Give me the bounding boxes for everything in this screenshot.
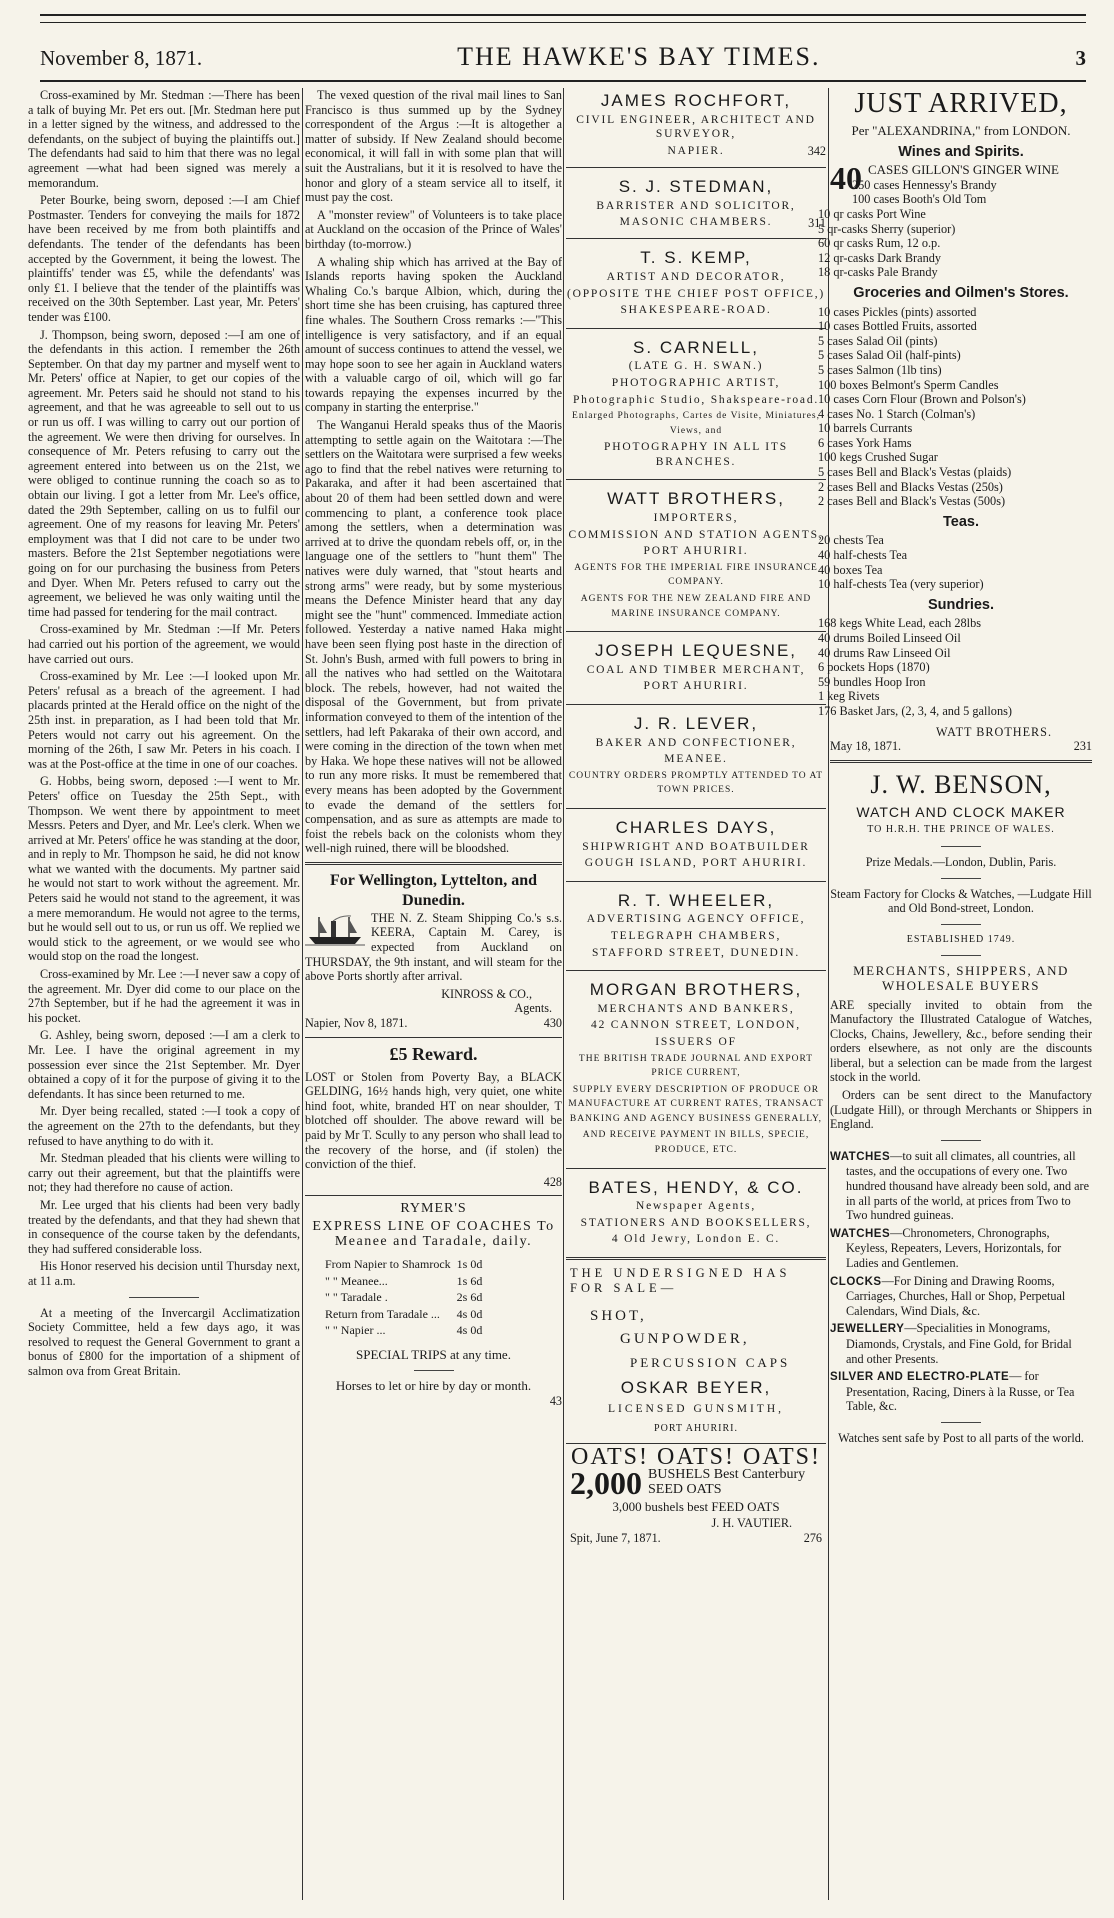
benson-item-text: — for Presentation, Racing, Diners à la Russe, or Tea Table, &c.	[846, 1369, 1075, 1414]
stock-item: 12 qr-casks Dark Brandy	[818, 250, 942, 265]
fare-route: " " Taradale .	[325, 1290, 388, 1305]
business-line: TELEGRAPH CHAMBERS,	[610, 929, 782, 942]
oats-heading: OATS! OATS! OATS!	[570, 1443, 821, 1470]
stock-item: 60 qr casks Rum, 12 o.p.	[818, 236, 941, 251]
business-line: AGENTS FOR THE NEW ZEALAND FIRE AND MARINE INSURANCE COMPANY.	[580, 594, 812, 619]
coaches-ad	[305, 1202, 562, 1408]
stock-item: 40 boxes Tea	[818, 562, 883, 577]
column-business-cards	[566, 88, 826, 1898]
coaches-heading: RYMER'S	[400, 1201, 467, 1217]
stock-item: 40 drums Raw Linseed Oil	[818, 645, 951, 660]
wines-heading: Wines and Spirits.	[898, 143, 1024, 160]
just-arrived-heading: JUST ARRIVED,	[854, 88, 1068, 119]
ginger-wine-qty: 40	[830, 160, 862, 197]
rule	[566, 1257, 826, 1260]
ship-agents-word: Agents.	[514, 1001, 552, 1016]
business-line: THE BRITISH TRADE JOURNAL AND EXPORT PRICE CURRENT,	[578, 1053, 814, 1079]
ship-line: Per "ALEXANDRINA," from LONDON.	[851, 123, 1071, 138]
rule	[566, 167, 826, 168]
business-name: MORGAN BROTHERS,	[589, 980, 803, 1000]
stock-item: 10 barrels Currants	[818, 421, 913, 436]
business-line: BARRISTER AND SOLICITOR,	[596, 199, 796, 212]
business-line: ISSUERS OF	[655, 1035, 737, 1048]
ship-agent: KINROSS & CO.,	[441, 986, 532, 1001]
benson-orders: Orders can be sent direct to the Manufactory (Ludgate Hill), or through Merchants or Shippers in England.	[830, 1088, 1092, 1132]
rule	[305, 862, 562, 865]
stock-item: 5 qr-casks Sherry (superior)	[818, 221, 956, 236]
column-divider	[302, 88, 303, 1900]
stock-item: 250 cases Hennessy's Brandy	[852, 177, 997, 192]
business-card	[566, 638, 826, 698]
separator	[941, 1422, 981, 1423]
stock-item: 2 cases Bell and Blacks Vestas (250s)	[818, 479, 1003, 494]
groceries-heading: Groceries and Oilmen's Stores.	[853, 284, 1069, 301]
ship-ad-body: THE N. Z. Steam Shipping Co.'s s.s. KEERA, Captain M. Carey, is expected from Auckland on THURSDAY, the 9th instant, and will steam for the above Ports shortly after arrival.	[305, 910, 562, 984]
stock-item: 59 bundles Hoop Iron	[818, 674, 926, 689]
reward-ad	[305, 1044, 562, 1190]
issue-date: November 8, 1871.	[40, 46, 203, 70]
teas-list	[818, 533, 1092, 592]
business-name: BATES, HENDY, & CO.	[588, 1177, 804, 1197]
court-paragraph: Peter Bourke, being sworn, deposed :—I am Chief Postmaster. Tenders for conveying the mails for 1872 have been received by me from both plaintiffs and defendants. The tender of the defendants has been accepted by the Government, it being the lowest. The plaintiffs' tender was £5, while the defendants' was only £1. I believe that the tender of the plaintiffs was received on the 30th September. Last year, Mr. Peters' tender was £100.	[28, 193, 300, 324]
rule	[566, 479, 826, 480]
benson-ad	[830, 769, 1092, 1446]
benson-name: J. W. BENSON,	[870, 769, 1052, 799]
business-line: (OPPOSITE THE CHIEF POST OFFICE,)	[566, 287, 826, 300]
stock-item: 10 half-chests Tea (very superior)	[818, 577, 984, 592]
rule	[566, 881, 826, 882]
stock-item: 168 kegs White Lead, each 28lbs	[818, 616, 981, 631]
ad-number: 231	[1073, 739, 1092, 754]
business-line: STAFFORD STREET, DUNEDIN.	[591, 946, 801, 959]
court-paragraph: Cross-examined by Mr. Lee :—I looked upon Mr. Peters' refusal as a breach of the agreement. I had placards printed at the Herald office on the night of the 25th inst. in preparation, as I had been told that Mr. Peters would not carry out his agreement. On the morning of the 26th, I saw Mr. Peters in his coach. I was at the Post-office at the time in one of our coaches.	[28, 669, 300, 771]
business-line: PORT AHURIRI.	[643, 680, 749, 693]
benson-item	[830, 1274, 1092, 1319]
separator	[941, 955, 981, 956]
column-divider	[563, 88, 564, 1900]
fare-route: Return from Taradale ...	[325, 1306, 440, 1321]
business-line: COMMISSION AND STATION AGENTS,	[568, 528, 824, 541]
column-merchants	[818, 88, 1092, 1898]
just-arrived-date: May 18, 1871.	[830, 739, 902, 754]
business-line: SHIPWRIGHT AND BOATBUILDER	[582, 840, 810, 853]
stock-item: 5 cases Salad Oil (half-pints)	[818, 348, 961, 363]
fare-price: 1s 0d	[456, 1257, 483, 1272]
horses-to-let: Horses to let or hire by day or month.	[335, 1378, 532, 1394]
gun-gunpowder: GUNPOWDER,	[620, 1330, 750, 1347]
benson-item	[830, 1369, 1092, 1414]
groceries-list	[818, 304, 1092, 509]
seed-oats-line: BUSHELS Best Canterbury SEED OATS	[648, 1467, 806, 1497]
just-arrived-ad	[818, 88, 1092, 754]
business-line: AND RECEIVE PAYMENT IN BILLS, SPECIE, PRODUCE, ETC.	[582, 1130, 810, 1156]
rule	[566, 238, 826, 239]
reward-heading: £5 Reward.	[389, 1043, 478, 1064]
business-cards	[566, 88, 826, 1251]
benson-established: ESTABLISHED 1749.	[906, 933, 1016, 945]
business-line: PORT AHURIRI.	[643, 545, 749, 558]
ad-number: 43	[549, 1393, 562, 1408]
rule	[830, 760, 1092, 763]
oats-signature: J. H. VAUTIER.	[711, 1516, 792, 1531]
ad-number: 276	[803, 1530, 822, 1545]
benson-item-key: JEWELLERY	[830, 1323, 905, 1336]
reward-body: LOST or Stolen from Poverty Bay, a BLACK GELDING, 16½ hands high, very quiet, one white hind foot, white, branded HT on near shoulder, T blotched off shoulder. The above reward will be paid by Mr T. Scully to any person who shall lead to the recovery of the horse, and (if stolen) the conviction of the thief.	[305, 1069, 562, 1172]
business-line: SUPPLY EVERY DESCRIPTION OF PRODUCE OR MANUFACTURE AT CURRENT RATES, TRANSACT BANKING AND AGENCY BUSINESS GENERALLY,	[568, 1084, 824, 1124]
business-name: S. J. STEDMAN,	[618, 176, 774, 196]
rule	[305, 1195, 562, 1196]
oats-place-date: Spit, June 7, 1871.	[570, 1530, 661, 1545]
stock-item: 100 boxes Belmont's Sperm Candles	[818, 377, 999, 392]
column-news	[305, 88, 562, 1898]
stock-item: 10 qr casks Port Wine	[818, 206, 926, 221]
fare-row	[323, 1274, 484, 1289]
stock-item: 10 cases Corn Flour (Brown and Polson's)	[818, 392, 1026, 407]
separator	[941, 878, 981, 879]
court-paragraph: Cross-examined by Mr. Stedman :—If Mr. Peters had carried out his portion of the agreement, we would have carried out ours.	[28, 622, 300, 666]
oats-ad	[566, 1443, 826, 1546]
court-paragraph: G. Ashley, being sworn, deposed :—I am a clerk to Mr. Lee. I have the original agreement in my possession ever since the 21st September. Mr. Dyer obtained a copy of it for the purpose of giving it to the defendants. It has since been returned to me.	[28, 1028, 300, 1101]
business-line: (LATE G. H. SWAN.)	[628, 360, 764, 373]
wines-list	[818, 177, 1092, 280]
business-line: PHOTOGRAPHY IN ALL ITS BRANCHES.	[604, 441, 788, 468]
business-line: Enlarged Photographs, Cartes de Visite, Miniatures, Views, and	[572, 411, 820, 436]
news-items	[305, 88, 562, 856]
benson-item-text: —Specialities in Monograms, Diamonds, Crystals, and Fine Gold, for Bridal and other Presents.	[846, 1321, 1072, 1366]
stock-item: 6 pockets Hops (1870)	[818, 660, 930, 675]
stock-item: 5 cases Salad Oil (pints)	[818, 333, 938, 348]
stock-item: 20 chests Tea	[818, 533, 884, 548]
benson-item-key: WATCHES	[830, 1150, 891, 1163]
business-name: S. CARNELL,	[633, 337, 759, 357]
business-card	[566, 486, 826, 625]
news-paragraph: The Wanganui Herald speaks thus of the Maoris attempting to settle again on the Waitotara :—The settlers on the Waitotara were surprised a few weeks ago to find that the rebel natives were returning to Pakaraka, and after it had been ascertained that about 20 of them had been settled down and were commencing to plant, a conference took place among the settlers, when a determination was arrived at to drive the quondam rebels off, or, in the language one of the settlers to "hunt them" The natives were duly warned, that "stout hearts and strong arms" were ready, but by some mysterious means the Defence Minister heard that any day might see the "hunt" commenced. Immediate action followed. Yesterday a native named Haka might have been seen flying post haste in the direction of St. John's Bush, armed with full powers to bring in all the natives who had settled on the Waitotara block. The rebels, however, had not waited the disposal of the Government, but from private information conveyed to them of the intention of the settlers, had left Pakaraka of their own accord, and were coming in the direction of the town when met by Haka. We hope these natives will not be allowed to run any more risks. It must be remembered that every means has been adopted by the Government to evade the demand of the settlers for compensation, and as sure as attempts are made to foist the rebels back on the colonists whom they well-nigh ruined, there will be bloodshed.	[305, 418, 562, 856]
court-paragraph: Mr. Stedman pleaded that his clients were willing to carry out their agreement, but that the plaintiffs were not; they had therefore no cause of action.	[28, 1151, 300, 1195]
shipping-ad	[305, 871, 562, 1031]
business-line: 4 Old Jewry, London E. C.	[611, 1233, 781, 1246]
sundries-heading: Sundries.	[927, 596, 995, 613]
benson-product-list	[830, 1149, 1092, 1414]
business-card	[566, 1175, 826, 1251]
fare-route: " " Meanee...	[325, 1273, 388, 1288]
benson-item-key: WATCHES	[830, 1227, 891, 1240]
fare-price: 4s 0d	[456, 1323, 483, 1338]
gunsmith-trade: LICENSED GUNSMITH,	[607, 1402, 785, 1415]
feed-oats-line: 3,000 bushels best FEED OATS	[612, 1498, 780, 1514]
business-card	[566, 174, 826, 232]
business-line: PHOTOGRAPHIC ARTIST,	[611, 376, 781, 389]
fare-price: 2s 6d	[456, 1290, 483, 1305]
fare-row	[323, 1290, 484, 1305]
business-line: MASONIC CHAMBERS.	[619, 216, 773, 229]
business-line: NAPIER.	[667, 144, 725, 157]
business-line: BAKER AND CONFECTIONER,	[595, 736, 797, 749]
benson-item-text: —For Dining and Drawing Rooms, Carriages, Churches, Hall or Shop, Perpetual Calendars, Wind Dials, &c.	[846, 1273, 1066, 1318]
business-card	[566, 888, 826, 964]
steamship-icon	[305, 913, 365, 947]
stock-item: 10 cases Bottled Fruits, assorted	[818, 319, 977, 334]
separator	[941, 846, 981, 847]
ad-number: 428	[543, 1174, 562, 1189]
top-rule	[40, 14, 1086, 23]
stock-item: 100 cases Booth's Old Tom	[852, 192, 987, 207]
court-paragraph: Cross-examined by Mr. Stedman :—There has been a talk of buying Mr. Pet ers out. [Mr. Stedman here put in a letter signed by the witness, and addressed to the defendants, on the subject of buying the plaintiffs out.] The defendants had said to him that there was no legal agreement —what had been signed was merely a memorandum.	[28, 88, 300, 190]
gunsmith-place: PORT AHURIRI.	[654, 1423, 738, 1435]
stock-item: 5 cases Salmon (1lb tins)	[818, 362, 942, 377]
business-line: GOUGH ISLAND, PORT AHURIRI.	[584, 857, 808, 870]
stock-item: 2 cases Bell and Black's Vestas (500s)	[818, 494, 1006, 509]
stock-item: 5 cases Bell and Black's Vestas (plaids)	[818, 465, 1012, 480]
business-line: ARTIST AND DECORATOR,	[606, 270, 786, 283]
court-paragraph: G. Hobbs, being sworn, deposed :—I went to Mr. Peters' office on Tuesday the 25th Sept., with Thompson. We went there by appointment to meet Messrs. Peters and Dyer, and Mr. Lee's clerk. When we arrived at Mr. Peters' office he was standing at the door, and in reply to Mr. Thompson he said, he did not know what we wanted with the documents. My partner said he would not start to work without the agreement. Mr. Peters said he would not stand to the agreement, it was a mere memorandum. He would not agree to the terms, but he would sell out to us, or run us off. We replied we would stick to the agreement, or we would see who would stop on the road the longest.	[28, 774, 300, 964]
gun-intro: THE UNDERSIGNED HAS FOR SALE—	[570, 1266, 791, 1295]
stock-item: 6 cases York Hams	[818, 435, 912, 450]
business-line: MEANEE.	[664, 753, 728, 766]
business-card	[566, 711, 826, 802]
fare-row	[323, 1257, 484, 1272]
page-number: 3	[1075, 46, 1086, 70]
gun-caps: PERCUSSION CAPS	[630, 1355, 791, 1371]
sundries-list	[818, 616, 1092, 718]
business-card	[566, 88, 826, 161]
newspaper-title: THE HAWKE'S BAY TIMES.	[457, 42, 821, 71]
acclimatization-item: At a meeting of the Invercargil Acclimatization Society Committee, held a few days ago, it was resolved to request the General Government to grant a bonus of £800 for the importation of a shipment of salmon ova from Great Britain.	[28, 1305, 300, 1378]
business-line: STATIONERS AND BOOKSELLERS,	[580, 1216, 812, 1229]
stock-item: 40 drums Boiled Linseed Oil	[818, 631, 961, 645]
news-paragraph: The vexed question of the rival mail lines to San Francisco is thus summed up by the Sydney correspondent of the Argus :—It is altogether a matter of subsidy. If New Zealand should become economical, it will fall in with some plan that will suit the Australians, but it it is resolved to have the honor and glory of a steam service all to itself, it must pay the cost.	[305, 88, 562, 205]
benson-invitation: ARE specially invited to obtain from the Manufactory the Illustrated Catalogue of Watches, Clocks, Chains, Jewellery, &c., before sending their orders elsewhere, as not only are the discounts liberal, but a selection can be made from the largest stock in the world.	[830, 997, 1092, 1085]
business-card	[566, 815, 826, 875]
business-name: WATT BROTHERS,	[607, 489, 785, 509]
separator	[414, 1370, 454, 1371]
benson-item-key: CLOCKS	[830, 1275, 882, 1288]
benson-item	[830, 1149, 1092, 1223]
business-line: 42 CANNON STREET, LONDON,	[591, 1019, 801, 1032]
rule	[566, 808, 826, 809]
special-trips: SPECIAL TRIPS at any time.	[356, 1346, 511, 1362]
business-line: Newspaper Agents,	[635, 1200, 757, 1213]
news-paragraph: A "monster review" of Volunteers is to take place at Auckland on the occasion of the Prince of Wales' birthday (to-morrow.)	[305, 207, 562, 251]
benson-item	[830, 1226, 1092, 1271]
business-line: ADVERTISING AGENCY OFFICE,	[586, 913, 806, 926]
stock-item: 4 cases No. 1 Starch (Colman's)	[818, 406, 976, 421]
business-line: COAL AND TIMBER MERCHANT,	[586, 663, 806, 676]
benson-item-key: SILVER AND ELECTRO-PLATE	[830, 1371, 1010, 1384]
business-name: T. S. KEMP,	[640, 248, 752, 268]
rule	[305, 1037, 562, 1038]
benson-item-text: —to suit all climates, all countries, all tastes, and the occupations of every one. Two hundred thousand have already been sold, and are in all parts of the world, at prices from Two to Two hundred guineas.	[846, 1148, 1089, 1223]
benson-merchants: MERCHANTS, SHIPPERS, AND WHOLESALE BUYERS	[853, 963, 1069, 993]
ship-ad-heading: For Wellington, Lyttelton, and Dunedin.	[330, 871, 537, 909]
fare-route: From Napier to Shamrock	[325, 1257, 451, 1272]
business-card	[566, 977, 826, 1162]
court-paragraph: His Honor reserved his decision until Thursday next, at 11 a.m.	[28, 1259, 300, 1288]
court-paragraph: Cross-examined by Mr. Lee :—I never saw a copy of the agreement. Mr. Dyer did come to our place on the 27th September, but if he had the agreement it was in his pocket.	[28, 967, 300, 1025]
separator	[941, 924, 981, 925]
business-line: COUNTRY ORDERS PROMPTLY ATTENDED TO AT TOWN PRICES.	[568, 770, 824, 796]
court-report-text	[28, 88, 300, 1289]
benson-factory: Steam Factory for Clocks & Watches, —Ludgate Hill and Old Bond-street, London.	[830, 886, 1092, 916]
benson-item	[830, 1321, 1092, 1366]
fare-price: 4s 0d	[456, 1306, 483, 1321]
rule	[566, 328, 826, 329]
benson-prize: Prize Medals.—London, Dublin, Paris.	[865, 854, 1057, 869]
ad-number: 430	[543, 1016, 562, 1031]
benson-post: Watches sent safe by Post to all parts of the world.	[838, 1430, 1084, 1445]
business-card	[566, 245, 826, 321]
ginger-wine-line: CASES GILLON'S GINGER WINE	[868, 162, 1059, 178]
fare-route: " " Napier ...	[325, 1323, 386, 1338]
business-line: AGENTS FOR THE IMPERIAL FIRE INSURANCE COMPANY.	[574, 562, 818, 588]
benson-trade: WATCH AND CLOCK MAKER	[856, 803, 1066, 820]
business-name: R. T. WHEELER,	[617, 890, 775, 910]
coaches-subheading: EXPRESS LINE OF COACHES To Meanee and Taradale, daily.	[312, 1218, 555, 1249]
gunsmith-name: OSKAR BEYER,	[620, 1378, 772, 1397]
stock-item: 176 Basket Jars, (2, 3, 4, and 5 gallons)	[818, 703, 1012, 718]
gunsmith-ad	[566, 1266, 826, 1437]
business-line: MERCHANTS AND BANKERS,	[597, 1002, 795, 1015]
separator	[129, 1297, 199, 1298]
business-line: CIVIL ENGINEER, ARCHITECT AND SURVEYOR,	[576, 113, 816, 141]
business-name: CHARLES DAYS,	[615, 817, 777, 837]
masthead	[40, 42, 1086, 72]
ship-place-date: Napier, Nov 8, 1871.	[305, 1016, 408, 1031]
business-line: IMPORTERS,	[653, 512, 739, 525]
stock-item: 18 qr-casks Pale Brandy	[818, 265, 938, 280]
business-line: SHAKESPEARE-ROAD.	[620, 304, 772, 317]
business-name: J. R. LEVER,	[633, 714, 759, 733]
header-rule	[40, 80, 1086, 82]
court-paragraph: Mr. Lee urged that his clients had been very badly treated by the defendants, and that they had shewn that in consequence of the course taken by the defendants, they had suffered considerable loss.	[28, 1197, 300, 1256]
teas-heading: Teas.	[942, 513, 979, 530]
fare-row	[323, 1323, 484, 1338]
stock-item: 40 half-chests Tea	[818, 548, 908, 563]
rule	[566, 631, 826, 632]
separator	[941, 1140, 981, 1141]
ad-number: 342	[807, 144, 826, 159]
stock-item: 10 cases Pickles (pints) assorted	[818, 304, 977, 319]
court-paragraph: Mr. Dyer being recalled, stated :—I took a copy of the agreement on the 27th to the defendants, but they refused to have anything to do with it.	[28, 1104, 300, 1148]
court-paragraph: J. Thompson, being sworn, deposed :—I am one of the defendants in this action. I remember the 26th September. On that day my partner and myself went to Mr. Peters' office at Napier, to get our copies of the agreement. Mr. Peters said he should not stand to his agreement, and that he was agreeable to sell out to us or run us off. I was willing to carry out our portion of the agreement. We were then driving for ourselves. In consequence of Mr. Peters refusing to carry out the agreement entered into between us on the 21st, we were obliged to continue running the coach so as to obtain our living. I got a letter from Mr. Lee's office, dated the 29th September, calling on us to fulfil our agreement. One of my reasons for leaving Mr. Peters' employment was that I did not care to be under two masters. Before the 21st September negotiations were going on for our purchasing the business from Peters and Dyer. When Mr. Peters refused to carry out the agreement, we believed he was only waiting until the time had passed for tendering for the mail contract.	[28, 327, 300, 619]
benson-item-text: —Chronometers, Chronographs, Keyless, Repeaters, Levers, Horizontals, for Ladies and Gentlemen.	[846, 1225, 1062, 1270]
rule	[566, 704, 826, 705]
fare-table	[321, 1255, 486, 1340]
rule	[566, 1168, 826, 1169]
news-paragraph: A whaling ship which has arrived at the Bay of Islands reports having spoken the Auckland Whaling Co.'s barque Albion, which, during the short time she has been cruising, has captured three fine whales. The Southern Cross remarks :—"This intelligence is very satisfactory, and if an equal amount of success continues to attend the vessel, we may hope soon to see her again in Auckland waters with a valuable cargo of oil, which will go far towards repaying the expenses incurred by the company in starting the enterprise."	[305, 254, 562, 415]
gun-shot: SHOT,	[590, 1308, 647, 1325]
business-line: Photographic Studio, Shakspeare-road.	[572, 393, 820, 406]
rule	[566, 970, 826, 971]
fare-row	[323, 1307, 484, 1322]
benson-royal: TO H.R.H. THE PRINCE OF WALES.	[867, 824, 1055, 836]
fare-price: 1s 6d	[456, 1273, 483, 1288]
ad-number: 311	[808, 215, 826, 230]
business-name: JOSEPH LEQUESNE,	[594, 641, 798, 661]
watt-signature: WATT BROTHERS.	[935, 724, 1052, 739]
business-card	[566, 335, 826, 474]
oats-quantity: 2,000	[570, 1465, 642, 1502]
business-name: JAMES ROCHFORT,	[600, 91, 792, 110]
stock-item: 1 keg Rivets	[818, 689, 880, 704]
column-court-report	[28, 88, 300, 1898]
stock-item: 100 kegs Crushed Sugar	[818, 450, 938, 465]
